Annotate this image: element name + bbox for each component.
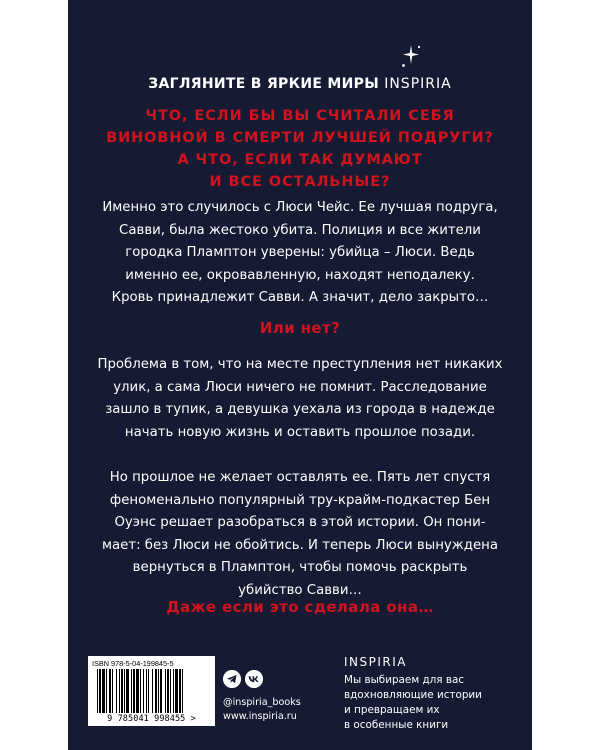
text-line: Савви, была жестоко убита. Полиция и все жители: [119, 222, 481, 238]
text-line: начать новую жизнь и оставить прошлое позади.: [124, 424, 476, 440]
slogan-line: в особенные книги: [344, 719, 449, 731]
barcode-image: [97, 669, 206, 713]
text-line: Кровь принадлежит Савви. А значит, дело закрыто…: [111, 290, 489, 305]
barcode-bar: [155, 669, 157, 713]
text-line: убийство Савви…: [238, 582, 362, 598]
lead-line: И ВСЕ ОСТАЛЬНЫЕ?: [209, 174, 391, 190]
lead-line: ЧТО, ЕСЛИ БЫ ВЫ СЧИТАЛИ СЕБЯ: [145, 108, 455, 124]
publisher-slogan: [344, 673, 482, 733]
slogan-line: Мы выбираем для вас: [344, 674, 465, 686]
barcode-bar: [102, 669, 105, 713]
barcode-bar: [116, 669, 117, 713]
barcode-bar: [160, 669, 162, 713]
barcode-bar: [99, 669, 101, 713]
text-line: Но прошлое не желает оставлять ее. Пять лет спустя: [109, 470, 491, 485]
barcode-bar: [158, 669, 159, 713]
barcode-bar: [97, 669, 98, 713]
publisher-links: [223, 696, 301, 724]
isbn-text: ISBN 978-5-04-199845-5: [92, 659, 174, 668]
text-line: Проблема в том, что на месте преступления нет никаких: [97, 357, 503, 372]
text-line: Именно это случилось с Люси Чейс. Ее лучшая подруга,: [102, 200, 498, 215]
synopsis-paragraph-2: [68, 354, 532, 444]
lead-line: А ЧТО, ЕСЛИ ТАК ДУМАЮТ: [177, 152, 423, 168]
accent-line-2: Даже если это сделала она…: [166, 598, 434, 616]
barcode-digits: 9 785041 998455 >: [107, 714, 196, 724]
slogan-line: и превращаем их: [344, 704, 440, 716]
text-line: именно ее, окровавленную, находят неподалеку.: [125, 267, 475, 283]
header-line: [68, 76, 532, 92]
barcode-bar: [152, 669, 153, 713]
book-back-cover: [68, 0, 532, 750]
barcode-bar: [121, 669, 123, 713]
barcode-bar: [173, 669, 174, 713]
barcode-bar: [170, 669, 171, 713]
barcode-bar: [126, 669, 129, 713]
barcode-bar: [148, 669, 149, 713]
header-brand: INSPIRIA: [384, 76, 452, 92]
barcode-bar: [146, 669, 147, 713]
barcode-bar: [143, 669, 144, 713]
barcode-bar: [131, 669, 132, 713]
synopsis-paragraph-3: [68, 467, 532, 602]
barcode-bar: [165, 669, 166, 713]
barcode-bar: [133, 669, 135, 713]
text-line: вернуться в Пламптон, чтобы помочь раскрыть: [132, 560, 468, 575]
barcode-bar: [112, 669, 113, 713]
text-line: улик, а сама Люси ничего не помнит. Расследование: [113, 379, 487, 395]
text-line: зашло в тупик, а девушка уехала из города в надежде: [105, 402, 495, 417]
barcode-bar: [175, 669, 178, 713]
text-line: мает: без Люси не обойтись. И теперь Люси вынуждена: [101, 537, 498, 553]
synopsis-paragraph-1: [68, 197, 532, 310]
lead-question: [68, 105, 532, 193]
barcode-bar: [179, 669, 181, 713]
barcode-bar: [167, 669, 169, 713]
barcode-bar: [124, 669, 125, 713]
barcode-bar: [119, 669, 120, 713]
accent-line-1: Или нет?: [259, 319, 341, 337]
header-tagline: ЗАГЛЯНИТЕ В ЯРКИЕ МИРЫ: [148, 76, 380, 92]
barcode-bar: [140, 669, 141, 713]
barcode-bar: [182, 669, 183, 713]
publisher-name: INSPIRIA: [344, 655, 407, 669]
barcode-panel: [88, 656, 215, 726]
text-line: феноменально популярный тру-крайм-подкастер Бен: [109, 492, 491, 508]
barcode-bar: [136, 669, 139, 713]
text-line: городка Пламптон уверены: убийца – Люси. Ведь: [125, 245, 475, 260]
sparkle-icon: [400, 43, 422, 69]
lead-line: ВИНОВНОЙ В СМЕРТИ ЛУЧШЕЙ ПОДРУГИ?: [106, 130, 494, 146]
social-handle[interactable]: @inspiria_books: [223, 697, 301, 708]
telegram-icon[interactable]: [223, 670, 241, 688]
website-link[interactable]: www.inspiria.ru: [223, 711, 297, 722]
slogan-line: вдохновляющие истории: [344, 689, 482, 701]
barcode-bar: [109, 669, 111, 713]
text-line: Оуэнс решает разобраться в этой истории. Он пони-: [114, 515, 486, 530]
barcode-bar: [106, 669, 107, 713]
vk-icon[interactable]: [245, 670, 263, 688]
